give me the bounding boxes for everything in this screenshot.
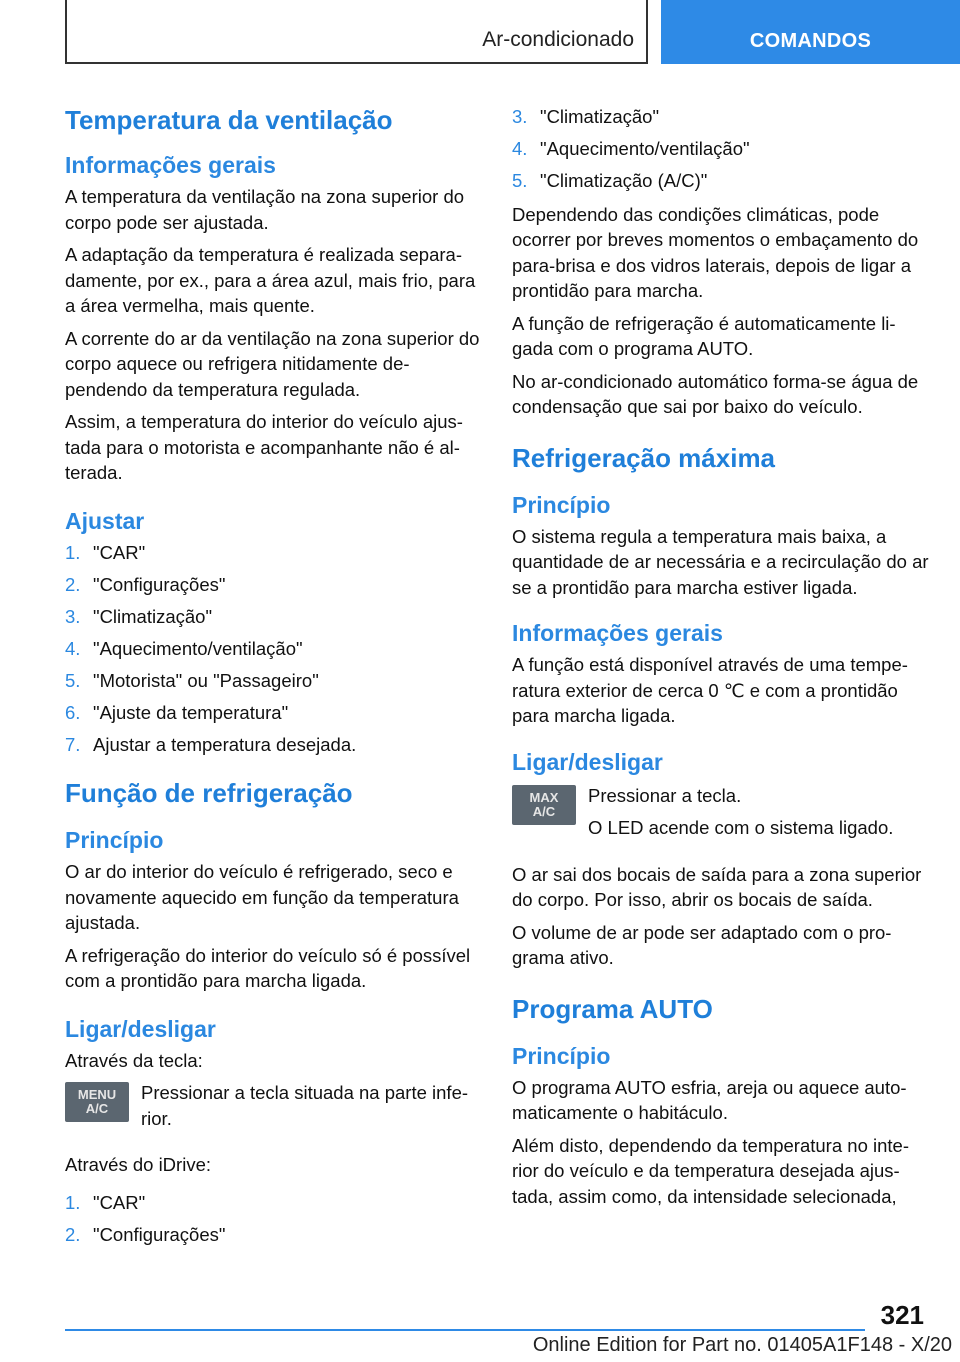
right-column <box>512 100 932 1216</box>
step-text: "Climatização" <box>540 106 660 127</box>
step-text: Ajustar a temperatura desejada. <box>93 733 357 755</box>
step-text: "Climatização" <box>93 605 213 627</box>
list-item <box>65 700 480 726</box>
subheading-principio: Princípio <box>512 491 611 518</box>
step-text: "CAR" <box>93 1191 146 1213</box>
step-text: "Motorista" ou "Passageiro" <box>93 669 319 691</box>
step-text: "Configurações" <box>93 1223 226 1245</box>
step-number: 6. <box>65 701 81 723</box>
paragraph: O programa AUTO esfria, areja ou aquece auto-maticamente o habitáculo. <box>512 1076 907 1123</box>
step-number: 3. <box>512 106 528 127</box>
key-instruction: O LED acende com o sistema ligado. <box>588 817 894 838</box>
paragraph: O sistema regula a temperatura mais baixa, a quantidade de ar necessária e a recirculação do ar se a prontidão para marcha estiver ligada. <box>512 525 929 598</box>
subheading-principio: Princípio <box>65 827 164 853</box>
left-column <box>65 100 480 1255</box>
step-number: 4. <box>65 637 81 659</box>
max-ac-key-icon <box>512 785 576 825</box>
header-tab[interactable] <box>661 0 960 64</box>
step-number: 4. <box>512 138 528 159</box>
header-section-title: Ar-condicionado <box>482 28 634 51</box>
list-item <box>65 540 480 566</box>
heading-refrigeracao-maxima: Refrigeração máxima <box>512 442 776 473</box>
subheading-ligar-desligar: Ligar/desligar <box>512 748 663 775</box>
paragraph: O ar do interior do veículo é refrigerado, seco e novamente aquecido em função da temperatura ajustada. <box>65 861 459 933</box>
list-item <box>65 1190 480 1216</box>
subheading-principio: Princípio <box>512 1042 611 1069</box>
step-text: "Aquecimento/ventilação" <box>540 138 750 159</box>
paragraph: O volume de ar pode ser adaptado com o pro-grama ativo. <box>512 921 892 968</box>
key-line: A/C <box>532 803 556 819</box>
step-number: 5. <box>512 170 528 191</box>
heading-temperatura-ventilacao: Temperatura da ventilação <box>65 105 393 135</box>
key-instruction: Pressionar a tecla. <box>588 784 742 806</box>
step-text: "Climatização (A/C)" <box>540 170 708 191</box>
list-item <box>65 1222 480 1248</box>
subheading-informacoes-gerais: Informações gerais <box>65 152 276 178</box>
list-item <box>512 104 932 130</box>
menu-ac-key-row <box>65 1080 480 1138</box>
key-line: MAX <box>529 789 559 805</box>
max-ac-key-row <box>512 783 932 848</box>
step-text: "Aquecimento/ventilação" <box>93 637 303 659</box>
list-item <box>65 732 480 758</box>
list-item <box>65 572 480 598</box>
paragraph: No ar-condicionado automático forma-se água de condensação que sai por baixo do veículo. <box>512 370 919 417</box>
key-instruction: Pressionar a tecla situada na parte infe-rior. <box>141 1082 469 1129</box>
list-item <box>65 636 480 662</box>
list-item <box>65 604 480 630</box>
step-number: 1. <box>65 541 81 563</box>
step-text: "CAR" <box>93 541 146 563</box>
heading-programa-auto: Programa AUTO <box>512 993 713 1024</box>
list-item <box>512 136 932 162</box>
key-line: A/C <box>85 1101 109 1116</box>
step-text: "Configurações" <box>93 573 226 595</box>
step-number: 5. <box>65 669 81 691</box>
list-item <box>512 168 932 194</box>
step-number: 7. <box>65 733 81 755</box>
paragraph: A função de refrigeração é automaticamente li-gada com o programa AUTO. <box>512 312 896 359</box>
footer-divider <box>65 1329 865 1331</box>
page-number: 321 <box>880 1300 924 1330</box>
step-number: 1. <box>65 1191 81 1213</box>
step-number: 2. <box>65 1223 81 1245</box>
ajustar-steps <box>65 540 480 758</box>
step-number: 2. <box>65 573 81 595</box>
paragraph: Através da tecla: <box>65 1049 203 1071</box>
subheading-ligar-desligar: Ligar/desligar <box>65 1015 216 1042</box>
list-item <box>65 668 480 694</box>
edition-note: Online Edition for Part no. 01405A1F148 - X/20 <box>532 1334 952 1356</box>
paragraph: O ar sai dos bocais de saída para a zona superior do corpo. Por isso, abrir os bocais de saída. <box>512 863 922 910</box>
paragraph: A adaptação da temperatura é realizada separa-damente, por ex., para a área azul, mais frio, para a área vermelha, mais quente. <box>65 244 476 316</box>
paragraph: Além disto, dependendo da temperatura no inte-rior do veículo e da temperatura desejada ajus-tada, assim como, da intensidade selecionada, <box>512 1134 909 1207</box>
paragraph: Assim, a temperatura do interior do veículo ajus-tada para o motorista e acompanhante não é al-terada. <box>65 411 463 483</box>
continued-steps <box>512 104 932 194</box>
idrive-steps <box>65 1190 480 1248</box>
header-tab-label: COMANDOS <box>749 30 872 52</box>
paragraph: Dependendo das condições climáticas, pode ocorrer por breves momentos o embaçamento do para-brisa e dos vidros laterais, depois de ligar a prontidão para marcha. <box>512 203 919 301</box>
paragraph: A temperatura da ventilação na zona superior do corpo pode ser ajustada. <box>65 186 465 233</box>
subheading-informacoes-gerais: Informações gerais <box>512 620 723 646</box>
step-text: "Ajuste da temperatura" <box>93 701 289 723</box>
paragraph: A refrigeração do interior do veículo só é possível com a prontidão para marcha ligada. <box>65 944 471 991</box>
header-section-box <box>65 0 648 64</box>
menu-ac-key-icon <box>65 1082 129 1122</box>
heading-funcao-refrigeracao: Função de refrigeração <box>65 778 353 808</box>
paragraph: Através do iDrive: <box>65 1154 211 1175</box>
subheading-ajustar: Ajustar <box>65 507 145 534</box>
key-line: MENU <box>77 1087 117 1102</box>
step-number: 3. <box>65 605 81 627</box>
paragraph: A corrente do ar da ventilação na zona superior do corpo aquece ou refrigera nitidamente de-pendendo da temperatura regulada. <box>65 327 480 400</box>
paragraph: A função está disponível através de uma tempe-ratura exterior de cerca 0 ℃ e com a prontidão para marcha ligada. <box>512 654 908 726</box>
